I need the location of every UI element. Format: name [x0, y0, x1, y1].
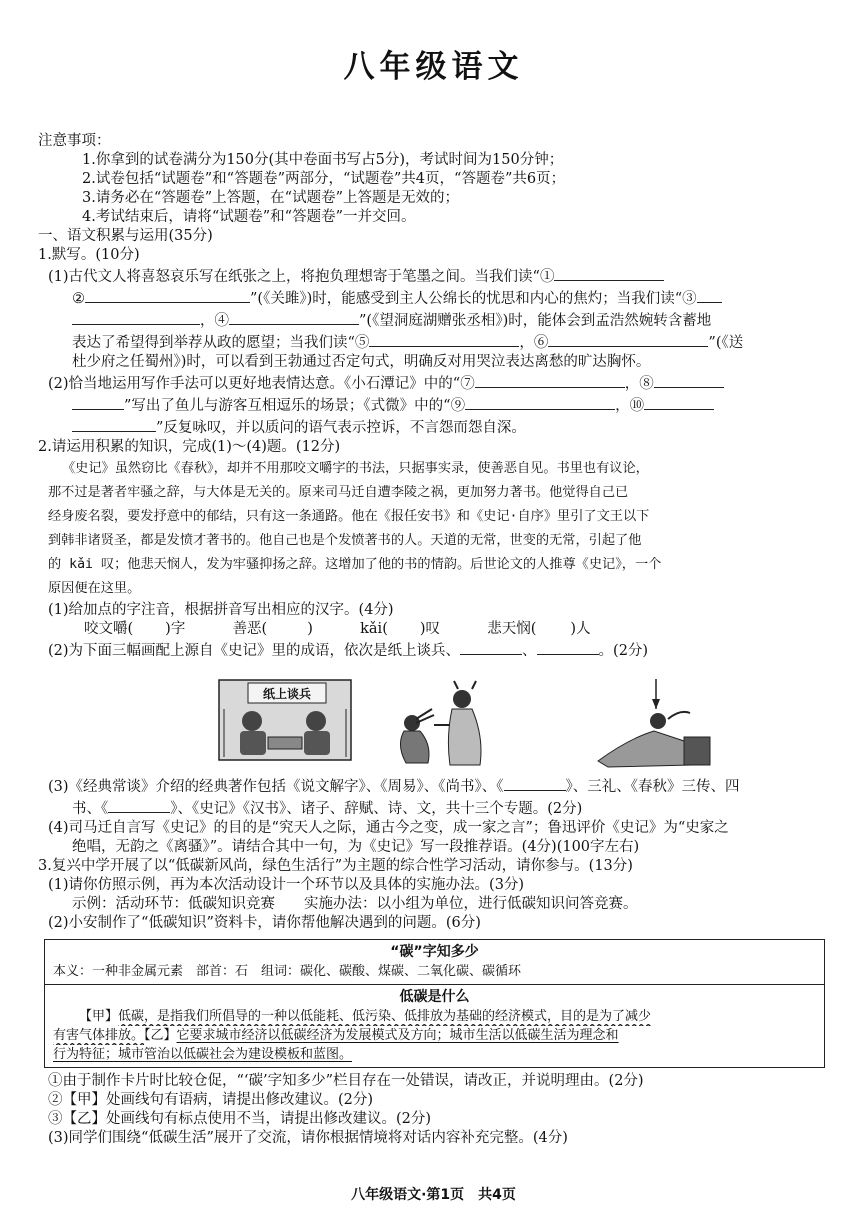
card-title-tan: “碳”字知多少: [390, 944, 479, 960]
pinyin-row: [38, 620, 829, 639]
pinyin-c-text: kǎi(: [360, 621, 388, 637]
blank-7[interactable]: [475, 372, 625, 388]
q1-text: ，⑥: [519, 335, 549, 351]
card-yi-end: [53, 1045, 816, 1064]
page-title: 八年级语文: [343, 49, 524, 85]
q2-text: 书、《: [72, 801, 109, 817]
question-2: [38, 438, 829, 857]
pinyin-d-text: 悲天悯(: [487, 621, 537, 637]
illustration-fujingqingzui: [376, 679, 496, 769]
q1-text: (2)恰当地运用写作手法可以更好地表情达意。《小石潭记》中的“⑦: [48, 376, 475, 392]
q1-text: ”(《望洞庭湖赠张丞相》)时，能体会到孟浩然婉转含蓄地: [359, 313, 712, 329]
q2-text: 》、《史记》《汉书》、诸子、辞赋、诗、文，共十三个专题。(2分): [170, 801, 583, 817]
page-footer: 八年级语文·第1页 共4页: [351, 1187, 516, 1203]
passage-line: 《史记》虽然窃比《春秋》，却并不用那咬文嚼字的书法，只据事实录，使善恶自见。书里也有议论，: [62, 461, 649, 476]
illustrations: [38, 679, 829, 771]
q3-qc: ③【乙】处画线句有标点使用不当，请提出修改建议。(2分): [48, 1111, 432, 1127]
blank-3-cont[interactable]: [72, 309, 200, 325]
passage-line: 原因便在这里。: [48, 581, 141, 596]
blank-8[interactable]: [654, 372, 724, 388]
blank-10-cont[interactable]: [72, 416, 156, 432]
card-title-ditan: 低碳是什么: [399, 989, 470, 1005]
q1-text: ，⑩: [615, 398, 645, 414]
notice-heading: 注意事项：: [38, 133, 111, 149]
illustration-caption: 纸上谈兵: [262, 687, 312, 701]
pinyin-b-text: 善恶(: [232, 621, 268, 637]
notice-item-1: 1.你拿到的试卷满分为150分(其中卷面书写占5分)，考试时间为150分钟；: [82, 152, 564, 168]
q2-text: (3)《经典常谈》介绍的经典著作包括《说文解字》、《周易》、《尚书》、《: [48, 779, 504, 795]
jia-label: 【甲】: [79, 1009, 119, 1024]
classic-blank-2[interactable]: [108, 797, 170, 813]
illustration-zhishangtanbing: [218, 679, 352, 761]
blank-5[interactable]: [369, 331, 519, 347]
q2-sub2: [38, 639, 829, 661]
blank-2[interactable]: [85, 287, 250, 303]
q1-text: ”反复咏叹，并以质问的语气表示控诉，不言怨而怨自深。: [156, 420, 526, 436]
notice-item-4: 4.考试结束后，请将“试题卷”和“答题卷”一并交回。: [82, 209, 416, 225]
pinyin-a-text: 咬文嚼(: [84, 621, 134, 637]
info-card: [44, 939, 825, 1068]
idiom-blank-2[interactable]: [537, 639, 599, 655]
card-section-tan: [45, 940, 824, 984]
q1-p1-line1: [38, 265, 829, 287]
blank-4[interactable]: [229, 309, 359, 325]
q3-qb: ②【甲】处画线句有语病，请提出修改建议。(2分): [48, 1092, 374, 1108]
q2-sub1: (1)给加点的字注音，根据拼音写出相应的汉字。(4分): [48, 602, 394, 618]
yi-underlined-sentence: 它要求城市经济以低碳经济为发展模式及方向；城市生活以低碳生活为理念和: [176, 1028, 619, 1043]
card-jia-yi: [53, 1026, 816, 1045]
q3-sub2: (2)小安制作了“低碳知识”资料卡，请你帮他解决遇到的问题。(6分): [48, 915, 481, 931]
q2-text: 。(2分): [598, 643, 649, 659]
q2-sub3-line2: [38, 797, 829, 819]
q3-sub1: (1)请你仿照示例，再为本次活动设计一个环节以及具体的实施办法。(3分): [48, 877, 525, 893]
q1-stem: 1.默写。(10分): [38, 247, 140, 263]
q1-p1-line5: 杜少府之任蜀州》)时，可以看到王勃通过否定句式，明确反对用哭泣表达离愁的旷达胸怀。: [72, 354, 651, 370]
q1-p2-line3: [38, 416, 829, 438]
blank-1[interactable]: [554, 265, 664, 281]
q1-p1-line4: [38, 331, 829, 353]
question-3: [38, 857, 829, 1148]
passage-line: 经身废名裂，要发抒意中的郁结，只有这一条通路。他在《报任安书》和《史记·自序》里引了文王以下: [48, 509, 650, 524]
notice-block: [38, 132, 829, 227]
notice-item-2: 2.试卷包括“试题卷”和“答题卷”两部分，“试题卷”共4页，“答题卷”共6页；: [82, 171, 566, 187]
q1-p1-line2: [38, 287, 829, 309]
q3-sub3: (3)同学们围绕“低碳生活”展开了交流，请你根据情境将对话内容补充完整。(4分): [48, 1130, 568, 1146]
q2-sub4-line1: (4)司马迁自言写《史记》的目的是“究天人之际，通古今之变，成一家之言”；鲁迅评价《史记》为“史家之: [48, 820, 729, 836]
q1-text: ，⑧: [624, 376, 654, 392]
jia-underlined-sentence: 低碳，是指我们所倡导的一种以低能耗、低污染、低排放为基础的经济模式，目的是为了减少: [118, 1009, 652, 1024]
blank-8-cont[interactable]: [72, 394, 124, 410]
passage-line: 那不过是著者牢骚之辞，与大体是无关的。原来司马迁自遭李陵之祸，更加努力著书。他觉得自己已: [48, 485, 629, 500]
q2-sub4-line2: 绝唱，无韵之《离骚》”。请结合其中一句，为《史记》写一段推荐语。(4分)(100字左右): [72, 839, 640, 855]
q3-qa: ①由于制作卡片时比较仓促，“‘碳’字知多少”栏目存在一处错误，请改正，并说明理由。(2分): [48, 1073, 644, 1089]
q1-text: ”(《关雎》)时，能感受到主人公绵长的忧思和内心的焦灼；当我们读“③: [250, 291, 697, 307]
notice-item-3: 3.请务必在“答题卷”上答题，在“试题卷”上答题是无效的；: [82, 190, 459, 206]
classic-blank-1[interactable]: [504, 775, 566, 791]
question-1: [38, 246, 829, 438]
q1-text: ②: [72, 291, 85, 307]
card-section-ditan: [45, 984, 824, 1067]
q1-text: ，④: [200, 313, 229, 329]
q2-passage: [38, 457, 829, 601]
idiom-blank-1[interactable]: [460, 639, 522, 655]
q1-p2-line1: [38, 372, 829, 394]
q1-text: 表达了希望得到举荐从政的愿望；当我们读“⑤: [72, 335, 370, 351]
q2-text: (2)为下面三幅画配上源自《史记》里的成语，依次是纸上谈兵、: [48, 643, 461, 659]
pinyin-c-text: )叹: [419, 621, 441, 637]
yi-underlined-sentence-end: 行为特征；城市管治以低碳社会为建设模板和蓝图。: [53, 1047, 353, 1062]
jia-underlined-sentence-end: 有害气体排放。: [53, 1028, 145, 1043]
q1-p1-line3: [38, 309, 829, 331]
blank-3[interactable]: [697, 287, 722, 303]
section-1-heading: 一、语文积累与运用(35分): [38, 228, 213, 244]
pinyin-a-text: )字: [165, 621, 186, 637]
q3-example: 示例：活动环节：低碳知识竞赛 实施办法：以小组为单位，进行低碳知识问答竞赛。: [72, 896, 638, 912]
pinyin-b-text: ): [307, 621, 313, 637]
q1-text: ”写出了鱼儿与游客互相逗乐的场景；《式微》中的“⑨: [124, 398, 466, 414]
q2-text: 、: [522, 643, 537, 659]
q1-text: ”(《送: [708, 335, 744, 351]
q2-text: 》、三礼、《春秋》三传、四: [565, 779, 740, 795]
blank-6[interactable]: [548, 331, 708, 347]
blank-10[interactable]: [644, 394, 714, 410]
pinyin-d-text: )人: [570, 621, 591, 637]
card-jia: [53, 1007, 816, 1026]
q1-text: (1)古代文人将喜怒哀乐写在纸张之上，将抱负理想寄于笔墨之间。当我们读“①: [48, 269, 555, 285]
illustration-tousuancigu: [588, 679, 718, 769]
blank-9[interactable]: [465, 394, 615, 410]
q2-sub3-line1: [38, 775, 829, 797]
passage-line: 到韩非诸贤圣，都是发愤才著书的。他自己也是个发愤著书的人。天道的无常，世变的无常，引起了他: [48, 533, 642, 548]
passage-line: 的 kǎi 叹；他悲天悯人，发为牢骚抑扬之辞。这增加了他的书的情韵。后世论文的人推尊《史记》，一个: [48, 557, 662, 572]
q1-p2-line2: [38, 394, 829, 416]
yi-label: 【乙】: [144, 1028, 177, 1043]
card-info: 本义：一种非金属元素 部首：石 组词：碳化、碳酸、煤碳、二氧化碳、碳循环: [53, 964, 522, 979]
q2-stem: 2.请运用积累的知识，完成(1)～(4)题。(12分): [38, 439, 341, 455]
q3-stem: 3.复兴中学开展了以“低碳新风尚，绿色生活行”为主题的综合性学习活动，请你参与。(13分): [38, 858, 633, 874]
